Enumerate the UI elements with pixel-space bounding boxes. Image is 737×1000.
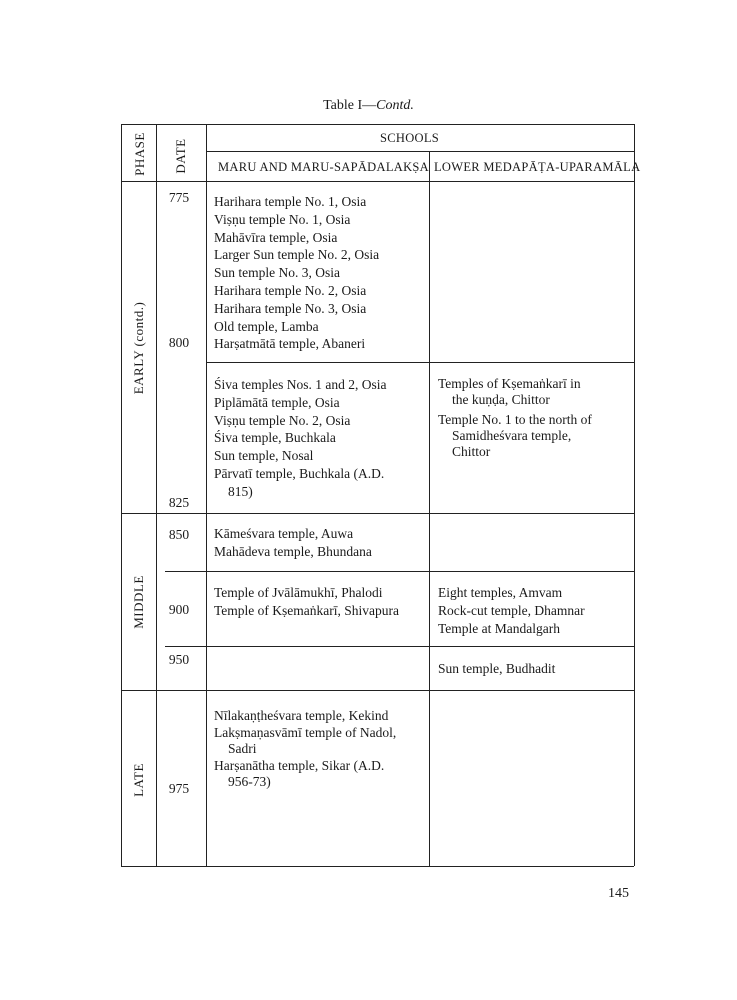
date-975: 975 [168, 781, 190, 796]
cell-r6-col1 [214, 708, 396, 791]
list-item: Harihara temple No. 2, Osia [214, 282, 367, 298]
list-item: Larger Sun temple No. 2, Osia [214, 247, 380, 263]
list-item: Mahāvīra temple, Osia [214, 229, 338, 245]
list-item: Sun temple, Budhadit [438, 661, 556, 676]
list-item: Harṣanātha temple, Sikar (A.D. [214, 757, 385, 773]
list-item: Temple of Kṣemaṅkarī, Shivapura [214, 602, 399, 618]
list-item: Samidheśvara temple, [452, 428, 572, 443]
list-item: Piplāmātā temple, Osia [214, 394, 340, 410]
list-item: Temple at Mandalgarh [438, 620, 561, 636]
rule-left [121, 124, 122, 866]
date-775: 775 [168, 190, 190, 205]
list-item: Śiva temple, Buchkala [214, 430, 336, 446]
rule-right [634, 124, 635, 866]
cell-r3-col1 [214, 525, 372, 561]
list-item: Temple of Jvālāmukhī, Phalodi [214, 585, 383, 600]
list-item: 956-73) [228, 774, 271, 789]
list-item: Harihara temple No. 3, Osia [214, 300, 367, 316]
list-item-text: the kuṇḍa, Chittor [452, 392, 550, 407]
caption-suffix: Contd. [376, 98, 414, 113]
rule-header-bottom [121, 181, 634, 182]
list-item: Sun temple, Nosal [214, 448, 314, 464]
phase-early [131, 302, 147, 395]
header-schools: SCHOOLS [380, 131, 440, 145]
date-825: 825 [168, 495, 190, 510]
list-item: Old temple, Lamba [214, 318, 319, 334]
rule-top [121, 124, 634, 125]
date-850: 850 [168, 527, 190, 542]
list-item: Rock-cut temple, Dhamnar [438, 602, 585, 618]
list-item: Temples of Kṣemaṅkarī in [438, 376, 581, 391]
cell-r2-col2 [438, 376, 592, 460]
rule-early-end [121, 513, 634, 514]
list-item: Sadri [228, 741, 257, 756]
list-item: Sun temple No. 3, Osia [214, 265, 340, 281]
rule-900 [165, 646, 634, 647]
list-item [438, 392, 592, 408]
list-item: Śiva temples Nos. 1 and 2, Osia [214, 377, 387, 392]
rule-phase-date [156, 124, 157, 866]
rule-schools-under [206, 151, 634, 152]
phase-late: LATE [131, 763, 146, 797]
header-phase: PHASE [132, 132, 147, 176]
phase-early-text: EARLY (contd.) [131, 301, 146, 395]
list-item: Lakṣmaṇasvāmī temple of Nadol, [214, 724, 397, 740]
list-item: Viṣṇu temple No. 2, Osia [214, 412, 351, 428]
list-item: Pārvatī temple, Buchkala (A.D. [214, 465, 385, 481]
cell-r1-col1 [214, 193, 379, 353]
list-item: Viṣṇu temple No. 1, Osia [214, 211, 351, 227]
header-date: DATE [173, 138, 188, 174]
rule-col1-col2 [429, 151, 430, 866]
list-item: Mahādeva temple, Bhundana [214, 543, 372, 559]
cell-r4-col2 [438, 584, 585, 637]
header-col2: LOWER MEDAPĀṬA-UPARAMĀLA [434, 160, 641, 174]
rule-bottom [121, 866, 634, 867]
rule-middle-end [121, 690, 634, 691]
list-item: Temple No. 1 to the north of [438, 412, 592, 427]
list-item: Eight temples, Amvam [438, 585, 563, 600]
cell-r2-col1 [214, 376, 386, 501]
phase-middle: MIDDLE [131, 575, 146, 629]
page-number: 145 [608, 886, 629, 901]
list-item: Kāmeśvara temple, Auwa [214, 526, 354, 541]
list-item: Nīlakaṇṭheśvara temple, Kekind [214, 708, 389, 723]
caption-prefix: Table I— [323, 98, 377, 113]
list-item: 815) [228, 483, 253, 499]
header-col1: MARU AND MARU-SAPĀDALAKṢA [218, 160, 429, 174]
date-800: 800 [168, 335, 190, 350]
rule-800 [206, 362, 634, 363]
cell-r5-col2 [438, 660, 555, 678]
cell-r4-col1 [214, 584, 399, 620]
list-item: Harihara temple No. 1, Osia [214, 194, 367, 209]
rule-850 [165, 571, 634, 572]
list-item: Chittor [452, 444, 491, 459]
date-950: 950 [168, 652, 190, 667]
rule-date-col1 [206, 124, 207, 866]
list-item: Harṣatmātā temple, Abaneri [214, 336, 366, 352]
date-900: 900 [168, 602, 190, 617]
